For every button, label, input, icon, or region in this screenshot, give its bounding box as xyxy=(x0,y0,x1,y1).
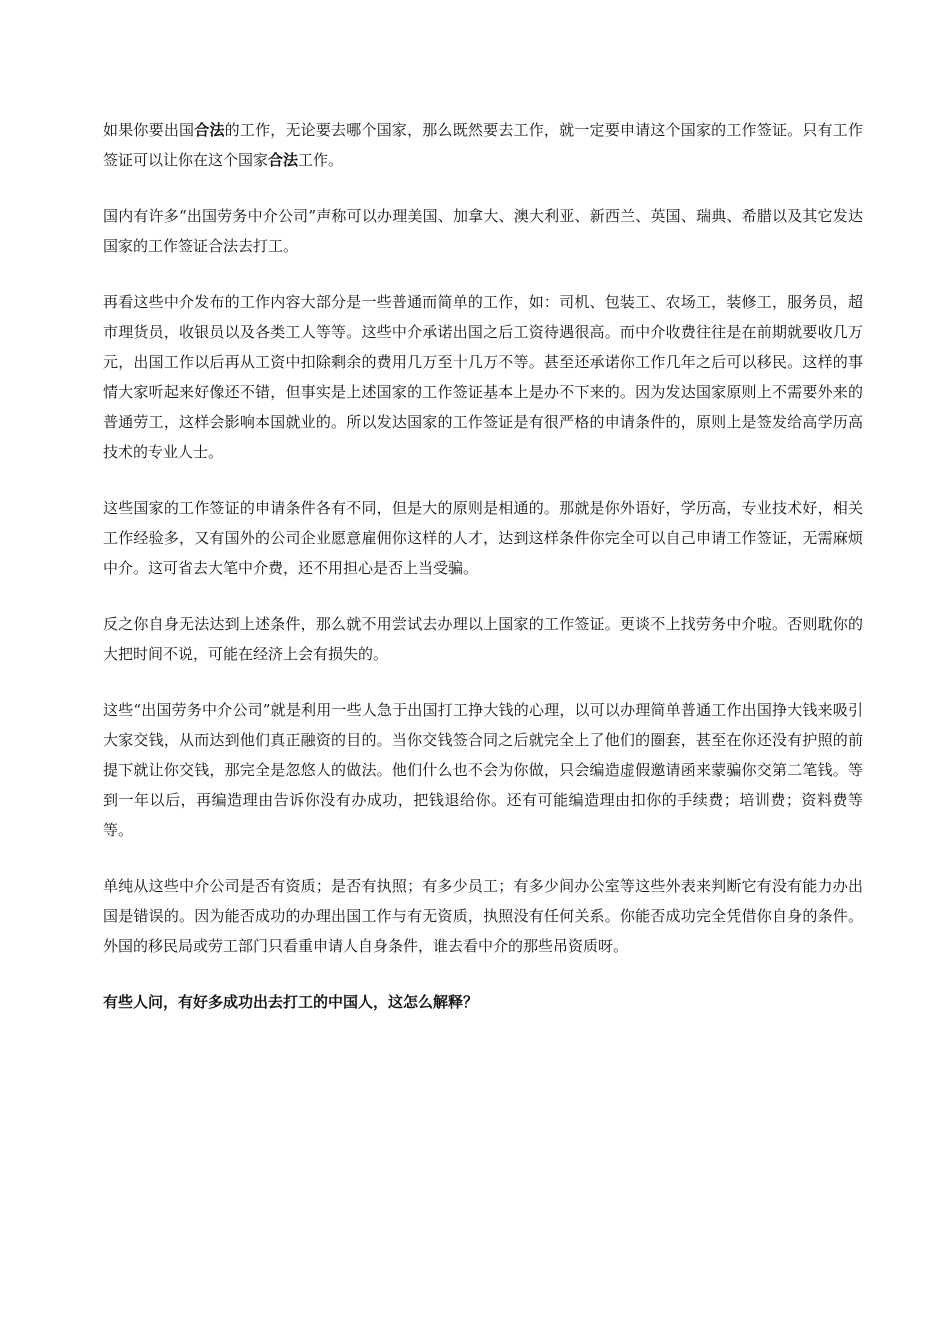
paragraph-3: 再看这些中介发布的工作内容大部分是一些普通而简单的工作，如：司机、包装工、农场工，装修工，服务员，超市理货员，收银员以及各类工人等等。这些中介承诺出国之后工资待遇很高。而中介收费往往是在前期就要收几万元，出国工作以后再从工资中扣除剩余的费用几万至十几万不等。甚至还承诺你工作几年之后可以移民。这样的事情大家听起来好像还不错，但事实是上述国家的工作签证基本上是办不下来的。因为发达国家原则上不需要外来的普通劳工，这样会影响本国就业的。所以发达国家的工作签证是有很严格的申请条件的，原则上是签发给高学历高技术的专业人士。 xyxy=(103,293,863,461)
paragraph-7: 单纯从这些中介公司是否有资质；是否有执照；有多少员工；有多少间办公室等这些外表来判断它有没有能力办出国是错误的。因为能否成功的办理出国工作与有无资质，执照没有任何关系。你能否成功完全凭借你自身的条件。外国的移民局或劳工部门只看重申请人自身条件，谁去看中介的那些吊资质呀。 xyxy=(103,877,863,955)
paragraph-1-text-c: 工作。 xyxy=(298,151,344,169)
paragraph-1-text-a: 如果你要出国 xyxy=(103,121,195,139)
paragraph-5: 反之你自身无法达到上述条件，那么就不用尝试去办理以上国家的工作签证。更谈不上找劳务中介啦。否则耽你的大把时间不说，可能在经济上会有损失的。 xyxy=(103,615,863,663)
paragraph-4: 这些国家的工作签证的申请条件各有不同，但是大的原则是相通的。那就是你外语好，学历高，专业技术好，相关工作经验多，又有国外的公司企业愿意雇佣你这样的人才，达到这样条件你完全可以自己申请工作签证，无需麻烦中介。这可省去大笔中介费，还不用担心是否上当受骗。 xyxy=(103,499,863,577)
paragraph-2: 国内有许多“出国劳务中介公司”声称可以办理美国、加拿大、澳大利亚、新西兰、英国、瑞典、希腊以及其它发达国家的工作签证合法去打工。 xyxy=(103,207,863,255)
paragraph-1-text-b: 的工作，无论要去哪个国家，那么既然要去工作，就一定要申请这个国家的工作签证。只有工作签证可以让你在这个国家 xyxy=(103,121,863,169)
document-body xyxy=(103,115,863,1017)
question-heading: 有些人问，有好多成功出去打工的中国人，这怎么解释？ xyxy=(103,993,479,1011)
paragraph-6: 这些“出国劳务中介公司”就是利用一些人急于出国打工挣大钱的心理，以可以办理简单普通工作出国挣大钱来吸引大家交钱，从而达到他们真正融资的目的。当你交钱签合同之后就完全上了他们的圈套，甚至在你还没有护照的前提下就让你交钱，那完全是忽悠人的做法。他们什么也不会为你做，只会编造虚假邀请函来蒙骗你交第二笔钱。等到一年以后，再编造理由告诉你没有办成功，把钱退给你。还有可能编造理由扣你的手续费；培训费；资料费等等。 xyxy=(103,701,863,839)
paragraph-1-bold-legal-2: 合法 xyxy=(268,151,299,169)
paragraph-1-bold-legal-1: 合法 xyxy=(194,121,225,139)
paragraph-1 xyxy=(103,115,863,175)
